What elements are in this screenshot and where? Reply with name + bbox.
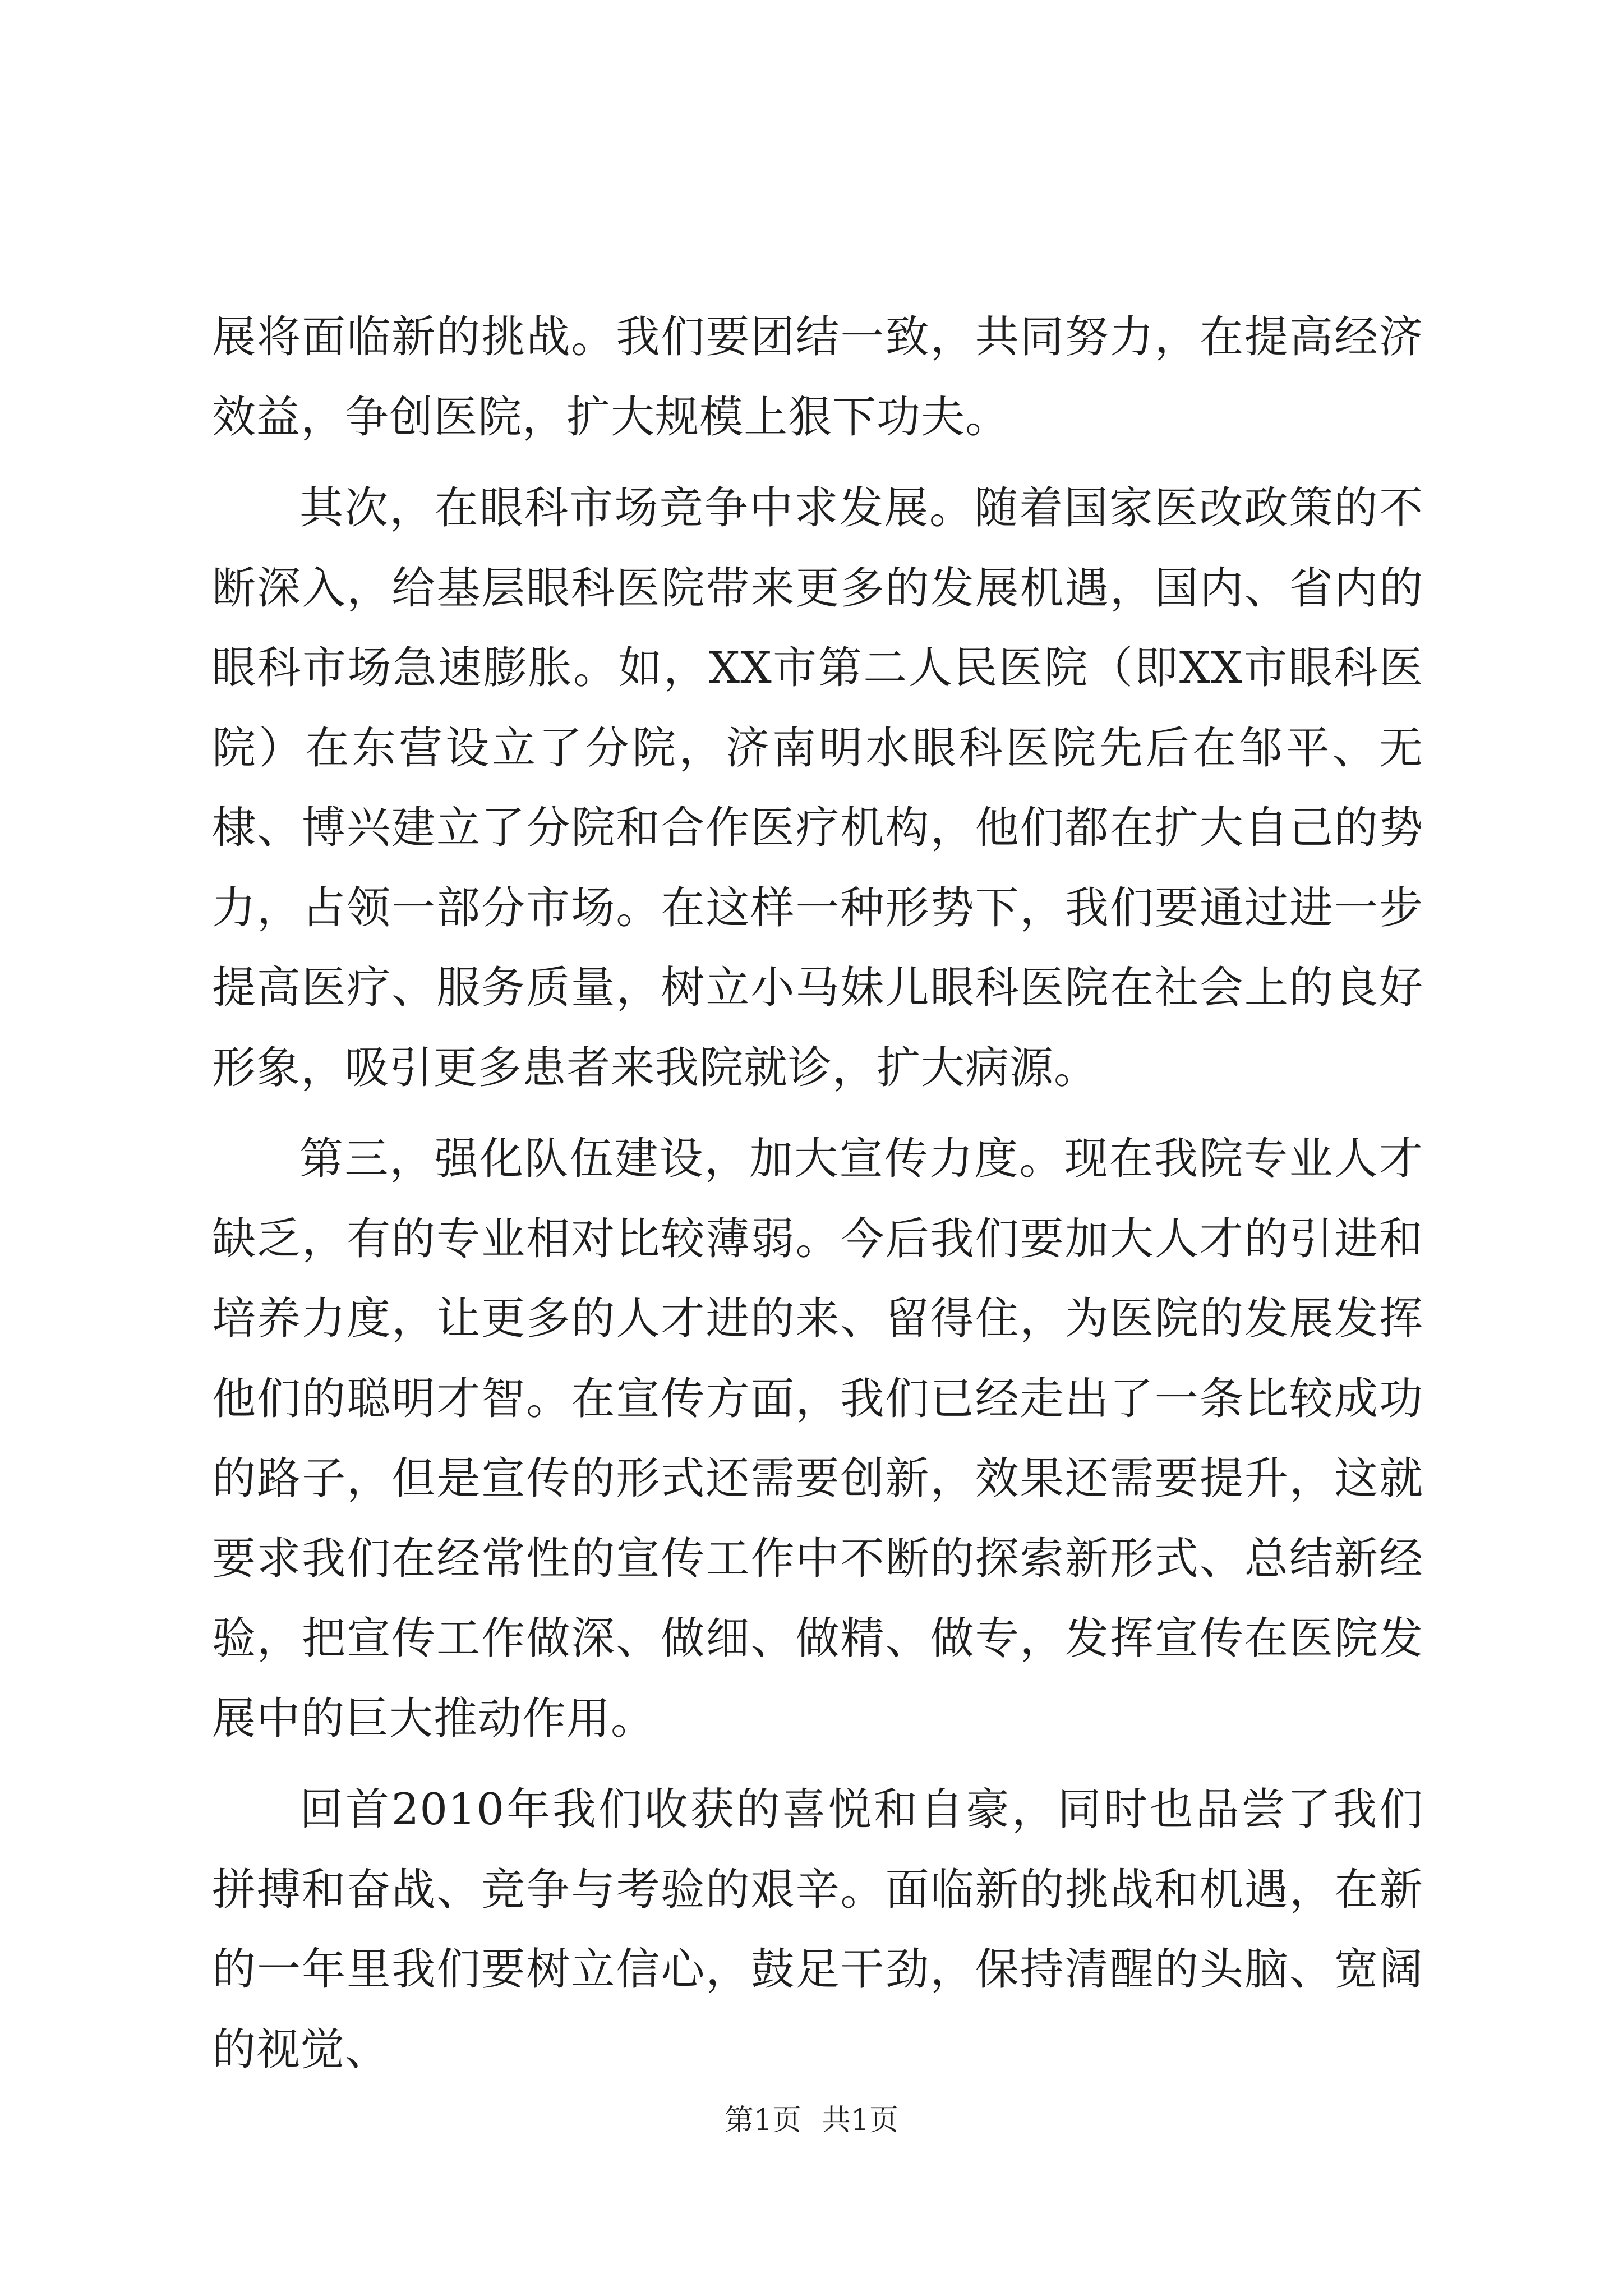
paragraph-review-2010: 回首2010年我们收获的喜悦和自豪，同时也品尝了我们拼搏和奋战、竞争与考验的艰辛。面临新的挑战和机遇，在新的一年里我们要树立信心，鼓足干劲，保持清醒的头脑、宽阔的视觉、 <box>212 1784 1423 2075</box>
document-body <box>212 297 1423 2090</box>
page-total: 共1页 <box>822 2104 899 2137</box>
paragraph-market-competition: 其次，在眼科市场竞争中求发展。随着国家医改政策的不断深入，给基层眼科医院带来更多的发展机遇，国内、省内的眼科市场急速膨胀。如，XX市第二人民医院（即XX市眼科医院）在东营设立了分院，济南明水眼科医院先后在邹平、无棣、博兴建立了分院和合作医疗机构，他们都在扩大自己的势力，占领一部分市场。在这样一种形势下，我们要通过进一步提高医疗、服务质量，树立小马妹儿眼科医院在社会上的良好形象，吸引更多患者来我院就诊，扩大病源。 <box>212 483 1423 1093</box>
page-number: 第1页 <box>724 2104 801 2137</box>
paragraph-continuation: 展将面临新的挑战。我们要团结一致，共同努力，在提高经济效益，争创医院，扩大规模上狠下功夫。 <box>212 312 1423 443</box>
page-footer <box>0 2101 1623 2140</box>
paragraph-team-building: 第三，强化队伍建设，加大宣传力度。现在我院专业人才缺乏，有的专业相对比较薄弱。今后我们要加大人才的引进和培养力度，让更多的人才进的来、留得住，为医院的发展发挥他们的聪明才智。在宣传方面，我们已经走出了一条比较成功的路子，但是宣传的形式还需要创新，效果还需要提升，这就要求我们在经常性的宣传工作中不断的探索新形式、总结新经验，把宣传工作做深、做细、做精、做专，发挥宣传在医院发展中的巨大推动作用。 <box>212 1134 1423 1744</box>
